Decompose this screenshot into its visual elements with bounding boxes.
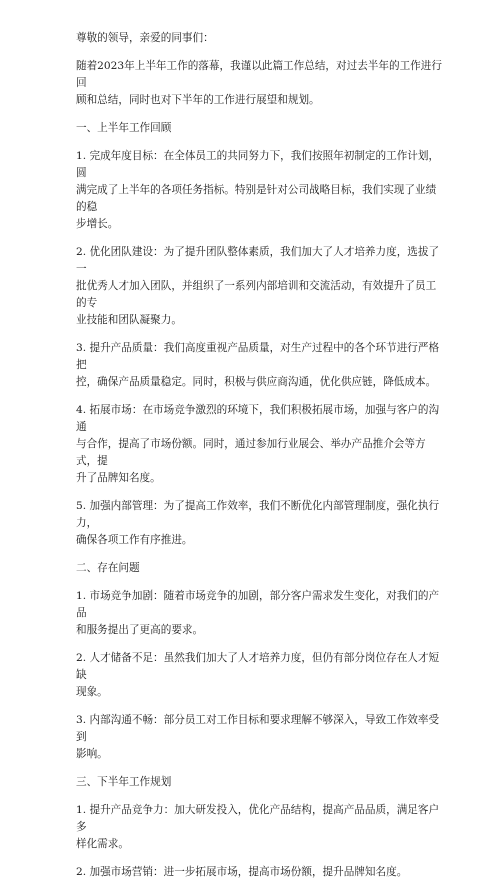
review-item-5: 5. 加强内部管理：为了提高工作效率，我们不断优化内部管理制度，强化执行力， 确保各项工作有序推进。 xyxy=(76,500,440,546)
greeting: 尊敬的领导，亲爱的同事们： xyxy=(76,32,214,44)
section-heading-plan: 三、下半年工作规划 xyxy=(76,776,172,788)
review-item-4: 4. 拓展市场：在市场竞争激烈的环境下，我们积极拓展市场，加强与客户的沟通 与合作，提高了市场份额。同时，通过参加行业展会、举办产品推介会等方式，提 升了品牌知名度。 xyxy=(76,404,440,484)
plan-item-1: 1. 提升产品竞争力：加大研发投入，优化产品结构，提高产品品质，满足客户多 样化需求。 xyxy=(76,804,440,850)
problem-item-3: 3. 内部沟通不畅：部分员工对工作目标和要求理解不够深入，导致工作效率受到 影响。 xyxy=(76,714,440,760)
problem-item-1: 1. 市场竞争加剧：随着市场竞争的加剧，部分客户需求发生变化，对我们的产品 和服务提出了更高的要求。 xyxy=(76,590,440,636)
plan-item-2: 2. 加强市场营销：进一步拓展市场，提高市场份额，提升品牌知名度。 xyxy=(76,866,408,878)
section-heading-problems: 二、存在问题 xyxy=(76,562,140,574)
section-heading-review: 一、上半年工作回顾 xyxy=(76,122,172,134)
document-body xyxy=(76,30,444,892)
review-item-2: 2. 优化团队建设：为了提升团队整体素质，我们加大了人才培养力度，选拔了一 批优秀人才加入团队，并组织了一系列内部培训和交流活动，有效提升了员工的专 业技能和团队凝聚力。 xyxy=(76,246,440,326)
problem-item-2: 2. 人才储备不足：虽然我们加大了人才培养力度，但仍有部分岗位存在人才短缺 现象。 xyxy=(76,652,440,698)
review-item-1: 1. 完成年度目标：在全体员工的共同努力下，我们按照年初制定的工作计划，圆 满完成了上半年的各项任务指标。特别是针对公司战略目标，我们实现了业绩的稳 步增长。 xyxy=(76,150,440,230)
review-item-3: 3. 提升产品质量：我们高度重视产品质量，对生产过程中的各个环节进行严格把 控，确保产品质量稳定。同时，积极与供应商沟通，优化供应链，降低成本。 xyxy=(76,342,440,388)
intro-paragraph: 随着2023年上半年工作的落幕，我谨以此篇工作总结，对过去半年的工作进行回 顾和总结，同时也对下半年的工作进行展望和规划。 xyxy=(76,60,442,106)
